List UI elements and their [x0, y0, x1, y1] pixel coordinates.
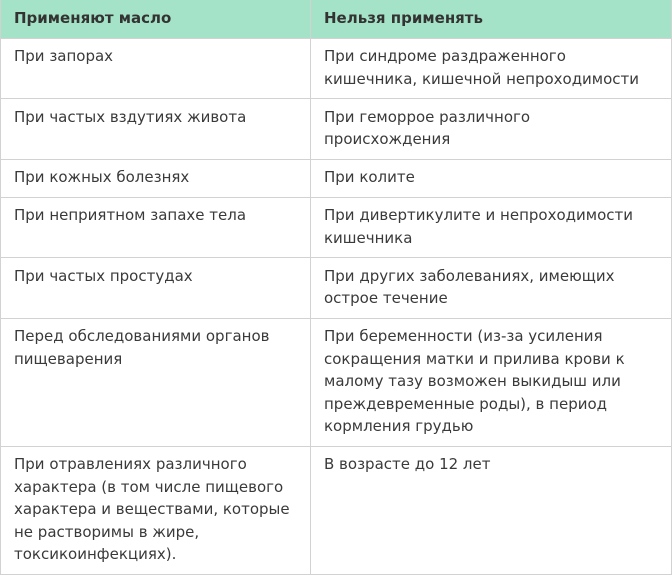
- table-row: [1, 318, 672, 446]
- table-row: [1, 159, 672, 197]
- cell-not-apply: В возрасте до 12 лет: [311, 446, 672, 574]
- cell-apply: При частых простудах: [1, 258, 311, 319]
- cell-apply: При неприятном запахе тела: [1, 197, 311, 258]
- cell-apply: При запорах: [1, 38, 311, 99]
- header-not-apply: Нельзя применять: [311, 0, 672, 38]
- cell-apply: При отравлениях различного характера (в том числе пищевого характера и веществами, которые не растворимы в жире, токсикоинфекциях).: [1, 446, 311, 574]
- cell-not-apply: При дивертикулите и непроходимости кишечника: [311, 197, 672, 258]
- cell-not-apply: При синдроме раздраженного кишечника, кишечной непроходимости: [311, 38, 672, 99]
- table-row: [1, 258, 672, 319]
- table-row: [1, 38, 672, 99]
- cell-not-apply: При колите: [311, 159, 672, 197]
- table-row: [1, 99, 672, 160]
- cell-not-apply: При других заболеваниях, имеющих острое течение: [311, 258, 672, 319]
- cell-apply: Перед обследованиями органов пищеварения: [1, 318, 311, 446]
- cell-apply: При кожных болезнях: [1, 159, 311, 197]
- cell-apply: При частых вздутиях живота: [1, 99, 311, 160]
- header-apply: Применяют масло: [1, 0, 311, 38]
- table-row: [1, 446, 672, 574]
- table-header-row: [1, 0, 672, 38]
- table-row: [1, 197, 672, 258]
- cell-not-apply: При беременности (из-за усиления сокращения матки и прилива крови к малому тазу возможен выкидыш или преждевременные роды), в период кормления грудью: [311, 318, 672, 446]
- cell-not-apply: При геморрое различного происхождения: [311, 99, 672, 160]
